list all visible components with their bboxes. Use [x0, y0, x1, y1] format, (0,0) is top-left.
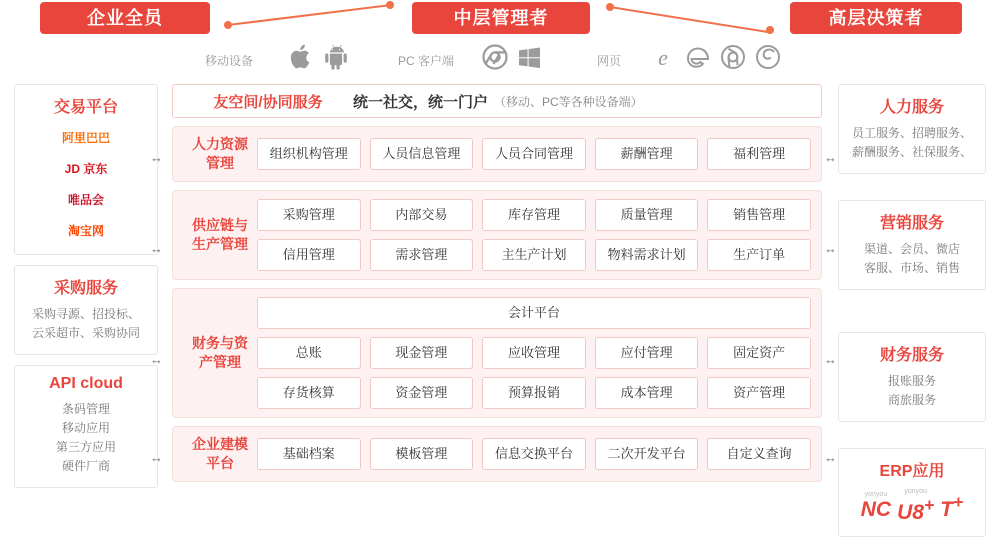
band-finance-asset: [172, 288, 822, 418]
device-icons-web: [650, 44, 781, 70]
audience-pill-all-staff[interactable]: 企业全员: [40, 2, 210, 34]
connector-dot-right-start: [606, 3, 614, 11]
chrome-icon: [720, 44, 746, 70]
ie-icon: [650, 44, 676, 70]
module-cell[interactable]: 采购管理: [257, 199, 361, 231]
band-row: [257, 337, 811, 369]
band-title: 企业建模 平台: [192, 436, 248, 471]
center-column: [172, 84, 822, 490]
module-cell[interactable]: 库存管理: [482, 199, 586, 231]
android-icon: [323, 44, 349, 70]
arrow-right-hr: ↔: [824, 150, 837, 165]
module-cell[interactable]: 总账: [257, 337, 361, 369]
module-cell-accounting-platform[interactable]: 会计平台: [257, 297, 811, 329]
module-cell[interactable]: 需求管理: [370, 239, 474, 271]
side-box-marketing-service[interactable]: [838, 200, 986, 290]
band-row: [257, 438, 811, 470]
side-box-hr-service[interactable]: [838, 84, 986, 174]
band-row: [257, 297, 811, 329]
band-body: [257, 199, 811, 271]
left-column: [14, 84, 158, 498]
side-box-title: 采购服务: [53, 280, 118, 297]
partner-logo-list: [21, 124, 151, 243]
erp-logo-list: [845, 488, 979, 525]
side-box-line: 硬件厂商: [61, 459, 110, 473]
connector-line-right: [610, 6, 770, 33]
module-cell[interactable]: 信息交换平台: [482, 438, 586, 470]
module-cell[interactable]: 主生产计划: [482, 239, 586, 271]
module-cell[interactable]: 销售管理: [707, 199, 811, 231]
band-row: [257, 199, 811, 231]
module-cell[interactable]: 人员合同管理: [482, 138, 586, 170]
side-box-line: 报账服务: [887, 374, 936, 388]
arrow-right-supplychain: ↔: [824, 241, 837, 256]
side-box-title: API cloud: [49, 375, 123, 392]
module-cell[interactable]: 存货核算: [257, 377, 361, 409]
windows-chrome-icon: [482, 44, 508, 70]
arrow-left-modeling: ↔: [150, 450, 163, 465]
module-cell[interactable]: 内部交易: [370, 199, 474, 231]
jd-logo[interactable]: JD 京东: [64, 161, 108, 176]
module-cell[interactable]: 物料需求计划: [595, 239, 699, 271]
apple-icon: [290, 44, 314, 70]
side-box-line: 第三方应用: [55, 440, 116, 454]
side-box-line: 移动应用: [61, 421, 110, 435]
windows-icon: [517, 45, 541, 69]
firefox-icon: [755, 44, 781, 70]
module-cell[interactable]: 模板管理: [370, 438, 474, 470]
side-box-api-cloud[interactable]: [14, 365, 158, 488]
band-enterprise-modeling: [172, 426, 822, 482]
side-box-title: 营销服务: [879, 215, 944, 232]
portal-bar[interactable]: [172, 84, 822, 118]
side-box-line: 云采超市、采购协同: [31, 326, 140, 340]
arrow-right-finance: ↔: [824, 352, 837, 367]
audience-pill-middle-management[interactable]: 中层管理者: [412, 2, 590, 34]
module-cell[interactable]: 现金管理: [370, 337, 474, 369]
connector-dot-right-end: [766, 26, 774, 34]
side-box-finance-service[interactable]: [838, 332, 986, 422]
band-body: [257, 138, 811, 170]
device-row: [0, 44, 1000, 74]
vip-logo[interactable]: 唯品会: [67, 192, 104, 207]
module-cell[interactable]: 资金管理: [370, 377, 474, 409]
alibaba-logo[interactable]: 阿里巴巴: [61, 130, 110, 145]
side-box-line: 薪酬服务、社保服务、: [851, 145, 972, 159]
band-title: 人力资源 管理: [192, 136, 248, 171]
connector-dot-left-start: [224, 21, 232, 29]
module-cell[interactable]: 质量管理: [595, 199, 699, 231]
band-hr-management: [172, 126, 822, 182]
module-cell[interactable]: 薪酬管理: [595, 138, 699, 170]
band-title: 供应链与 生产管理: [192, 217, 248, 252]
audience-pill-executives[interactable]: 高层决策者: [790, 2, 962, 34]
module-cell[interactable]: 基础档案: [257, 438, 361, 470]
side-box-line: 渠道、会员、微店: [863, 242, 960, 256]
audience-row: [0, 0, 1000, 38]
arrow-right-modeling: ↔: [824, 450, 837, 465]
connector-line-left: [228, 4, 389, 26]
module-cell[interactable]: 固定资产: [707, 337, 811, 369]
side-box-title: ERP应用: [879, 463, 945, 480]
arrow-left-finance: ↔: [150, 352, 163, 367]
module-cell[interactable]: 应付管理: [595, 337, 699, 369]
side-box-line: 采购寻源、招投标、: [31, 307, 140, 321]
module-cell[interactable]: 福利管理: [707, 138, 811, 170]
svg-text:e: e: [658, 45, 668, 70]
t-plus-logo[interactable]: T+: [940, 491, 964, 521]
device-icons-pc: [482, 44, 541, 70]
arrow-left-hr: ↔: [150, 150, 163, 165]
band-title: 财务与资 产管理: [192, 335, 248, 370]
device-label-mobile: 移动设备: [205, 54, 254, 68]
nc-logo[interactable]: yonyou NC: [860, 491, 892, 521]
module-cell[interactable]: 组织机构管理: [257, 138, 361, 170]
device-label-pc-client: PC 客户端: [398, 54, 455, 68]
module-cell[interactable]: 预算报销: [482, 377, 586, 409]
side-box-title: 交易平台: [53, 99, 118, 116]
module-cell[interactable]: 成本管理: [595, 377, 699, 409]
band-body: [257, 438, 811, 470]
band-row: [257, 138, 811, 170]
u8-logo[interactable]: yonyou U8+: [897, 488, 935, 524]
module-cell[interactable]: 资产管理: [707, 377, 811, 409]
module-cell[interactable]: 应收管理: [482, 337, 586, 369]
side-box-title: 财务服务: [879, 347, 944, 364]
connector-dot-left-end: [386, 1, 394, 9]
side-box-title: 人力服务: [879, 99, 944, 116]
band-body: [257, 297, 811, 409]
side-box-trading-platform[interactable]: [14, 84, 158, 255]
side-box-procurement-service[interactable]: [14, 265, 158, 355]
band-row: [257, 377, 811, 409]
module-cell[interactable]: 二次开发平台: [595, 438, 699, 470]
side-box-line: 员工服务、招聘服务、: [851, 126, 972, 140]
portal-main-label: 统一社交，统一门户: [353, 93, 489, 111]
band-supplychain-production: [172, 190, 822, 280]
right-column: [838, 84, 986, 547]
device-label-web: 网页: [597, 54, 622, 68]
device-icons-mobile: [290, 44, 349, 70]
module-cell[interactable]: 人员信息管理: [370, 138, 474, 170]
band-row: [257, 239, 811, 271]
portal-note: （移动、PC等各种设备端）: [494, 94, 643, 109]
side-box-line: 条码管理: [61, 402, 110, 416]
taobao-logo[interactable]: 淘宝网: [67, 223, 104, 238]
portal-left-label: 友空间/协同服务: [213, 93, 323, 111]
side-box-line: 客服、市场、销售: [863, 261, 960, 275]
module-cell[interactable]: 自定义查询: [707, 438, 811, 470]
edge-icon: [685, 44, 711, 70]
side-box-erp-apps[interactable]: [838, 448, 986, 537]
side-box-line: 商旅服务: [887, 393, 936, 407]
module-cell[interactable]: 信用管理: [257, 239, 361, 271]
module-cell[interactable]: 生产订单: [707, 239, 811, 271]
arrow-left-supplychain: ↔: [150, 241, 163, 256]
